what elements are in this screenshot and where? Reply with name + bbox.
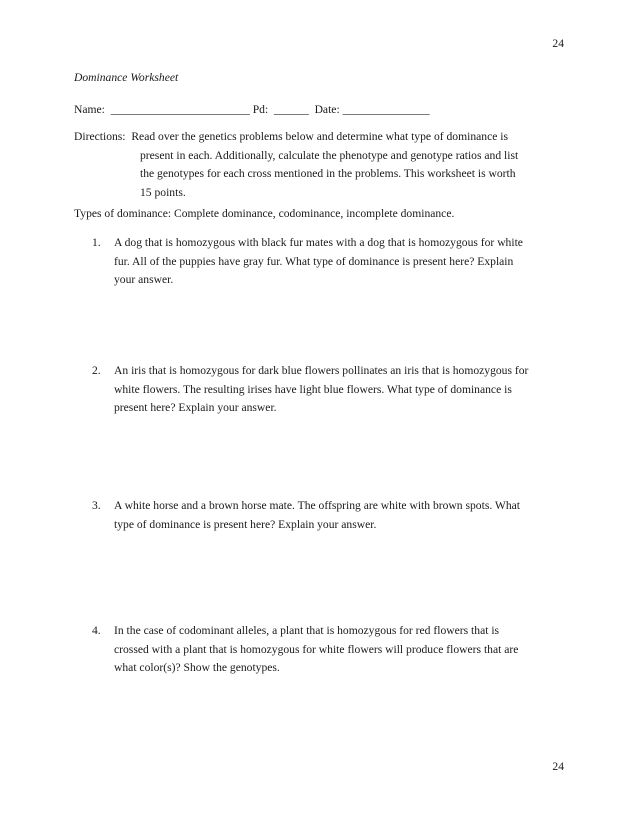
question-line: what color(s)? Show the genotypes. bbox=[114, 661, 280, 674]
question-3 bbox=[92, 497, 572, 534]
question-1 bbox=[92, 234, 572, 290]
question-line: your answer. bbox=[114, 273, 174, 286]
question-number: 1. bbox=[92, 236, 101, 249]
question-number: 3. bbox=[92, 499, 101, 512]
types-of-dominance: Types of dominance: Complete dominance, codominance, incomplete dominance. bbox=[74, 207, 455, 220]
question-line: An iris that is homozygous for dark blue flowers pollinates an iris that is homozygous for bbox=[114, 364, 529, 377]
question-line: white flowers. The resulting irises have light blue flowers. What type of dominance is bbox=[114, 382, 512, 396]
directions-line-3: the genotypes for each cross mentioned in the problems. This worksheet is worth bbox=[140, 167, 516, 180]
worksheet-title: Dominance Worksheet bbox=[74, 71, 179, 84]
question-line: A white horse and a brown horse mate. The offspring are white with brown spots. What bbox=[114, 499, 521, 512]
question-4 bbox=[92, 622, 572, 678]
question-2 bbox=[92, 362, 572, 418]
question-line: fur. All of the puppies have gray fur. What type of dominance is present here? Explain bbox=[114, 254, 514, 268]
page-number-top: 24 bbox=[552, 37, 564, 50]
directions-label: Directions: bbox=[74, 130, 126, 143]
page-number-bottom: 24 bbox=[552, 760, 564, 773]
question-line: type of dominance is present here? Explain your answer. bbox=[114, 517, 377, 531]
student-info-line: Name: ________________________ Pd: ______ Date: _______________ bbox=[74, 103, 430, 116]
question-line: crossed with a plant that is homozygous for white flowers will produce flowers that are bbox=[114, 642, 519, 656]
question-line: In the case of codominant alleles, a plant that is homozygous for red flowers that is bbox=[114, 624, 500, 637]
question-number: 2. bbox=[92, 364, 101, 377]
directions-line-1: Directions: Read over the genetics problems below and determine what type of dominance is bbox=[74, 130, 508, 143]
directions-line-4: 15 points. bbox=[140, 185, 186, 199]
directions-block bbox=[74, 128, 574, 202]
question-line: present here? Explain your answer. bbox=[114, 401, 277, 414]
question-line: A dog that is homozygous with black fur mates with a dog that is homozygous for white bbox=[114, 236, 523, 249]
directions-line-2: present in each. Additionally, calculate the phenotype and genotype ratios and list bbox=[140, 148, 519, 162]
question-number: 4. bbox=[92, 624, 101, 637]
